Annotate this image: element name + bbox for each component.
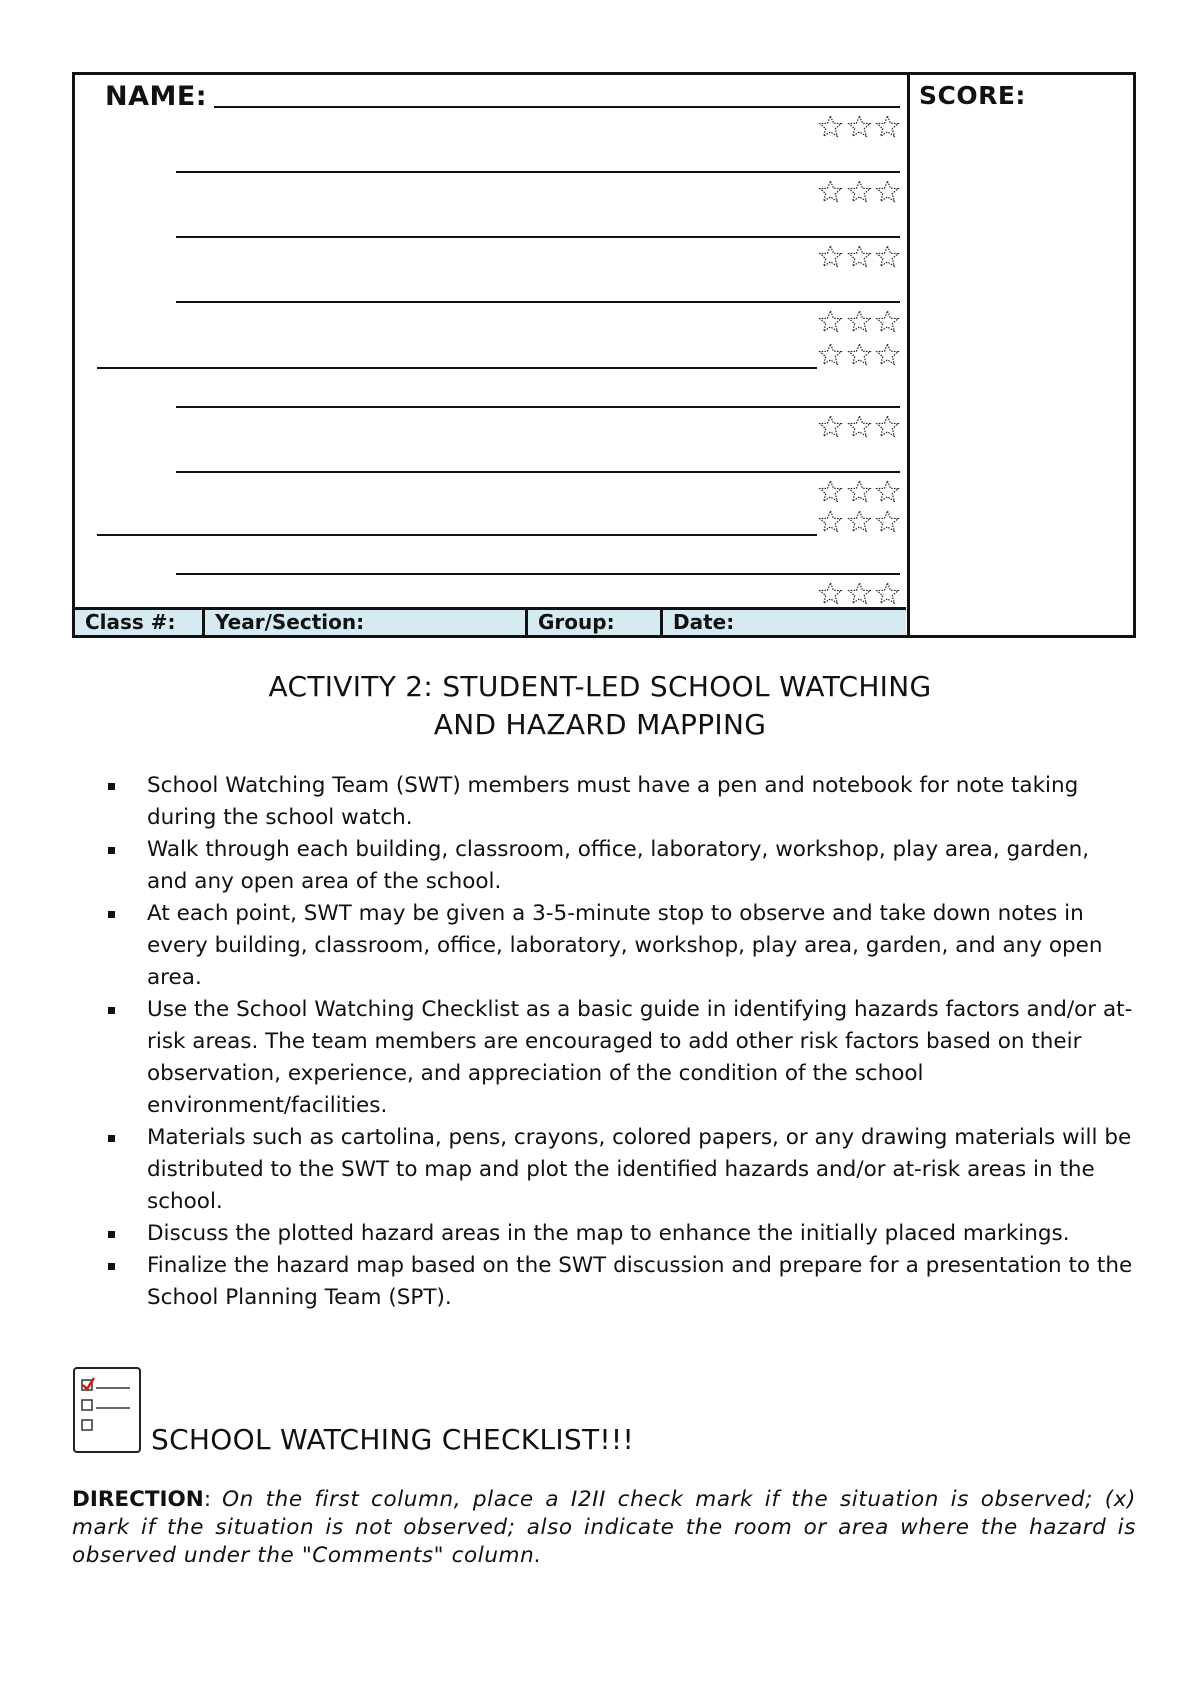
list-item-text: Finalize the hazard map based on the SWT discussion and prepare for a presentation to the School Planning Team (SPT).	[147, 1253, 1133, 1310]
star-outline-icon	[875, 414, 900, 439]
list-item-text: Discuss the plotted hazard areas in the map to enhance the initially placed markings.	[147, 1221, 1070, 1246]
student-info-box	[72, 72, 1136, 638]
direction-label: DIRECTION	[72, 1487, 204, 1512]
class-number-label: Class #:	[85, 610, 176, 634]
star-outline-icon	[818, 114, 843, 139]
name-line-1[interactable]	[214, 106, 900, 108]
star-rating[interactable]	[818, 306, 900, 334]
list-item	[105, 1250, 1135, 1314]
star-outline-icon	[875, 509, 900, 534]
name-line-8[interactable]	[97, 534, 817, 536]
direction-paragraph	[72, 1486, 1136, 1570]
score-column-divider	[907, 75, 910, 635]
star-rating[interactable]	[818, 111, 900, 139]
list-item-text: School Watching Team (SWT) members must have a pen and notebook for note taking during the school watch.	[147, 773, 1079, 830]
star-outline-icon	[875, 114, 900, 139]
list-item	[105, 834, 1135, 898]
star-outline-icon	[847, 179, 872, 204]
star-rating[interactable]	[818, 241, 900, 269]
name-line-3[interactable]	[176, 236, 900, 238]
score-label: SCORE:	[919, 81, 1026, 110]
name-line-7[interactable]	[176, 471, 900, 473]
date-label: Date:	[673, 610, 735, 634]
year-section-label: Year/Section:	[215, 610, 365, 634]
star-rating[interactable]	[818, 506, 900, 534]
star-outline-icon	[847, 581, 872, 606]
list-item-text: Walk through each building, classroom, office, laboratory, workshop, play area, garden, and any open area of the school.	[147, 837, 1090, 894]
star-outline-icon	[818, 581, 843, 606]
year-section-field[interactable]	[205, 610, 528, 635]
star-outline-icon	[847, 509, 872, 534]
bullet-square-icon	[108, 783, 115, 790]
star-outline-icon	[875, 581, 900, 606]
bullet-square-icon	[108, 911, 115, 918]
bullet-square-icon	[108, 1231, 115, 1238]
list-item	[105, 1122, 1135, 1218]
star-outline-icon	[875, 342, 900, 367]
star-rating[interactable]	[818, 339, 900, 367]
star-outline-icon	[818, 414, 843, 439]
star-outline-icon	[847, 414, 872, 439]
checklist-title: SCHOOL WATCHING CHECKLIST!!!	[151, 1423, 634, 1456]
star-outline-icon	[818, 509, 843, 534]
star-rating[interactable]	[818, 176, 900, 204]
name-line-6[interactable]	[176, 406, 900, 408]
star-rating[interactable]	[818, 578, 900, 606]
star-outline-icon	[847, 244, 872, 269]
activity-title-line-2: AND HAZARD MAPPING	[433, 708, 767, 741]
direction-separator: :	[203, 1487, 223, 1512]
bullet-square-icon	[108, 1007, 115, 1014]
bullet-square-icon	[108, 847, 115, 854]
star-rating[interactable]	[818, 476, 900, 504]
star-outline-icon	[847, 114, 872, 139]
list-item-text: Use the School Watching Checklist as a basic guide in identifying hazards factors and/or at-risk areas. The team members are encouraged to add other risk factors based on their observation, experience, and appreciation of the condition of the school environment/facilities.	[147, 997, 1133, 1118]
star-outline-icon	[847, 342, 872, 367]
list-item	[105, 898, 1135, 994]
star-outline-icon	[818, 244, 843, 269]
list-item	[105, 1218, 1135, 1250]
class-number-field[interactable]	[75, 610, 205, 635]
checklist-icon	[72, 1366, 142, 1454]
star-outline-icon	[818, 179, 843, 204]
name-line-5[interactable]	[97, 367, 817, 369]
star-outline-icon	[818, 479, 843, 504]
bullet-square-icon	[108, 1263, 115, 1270]
list-item	[105, 770, 1135, 834]
star-outline-icon	[875, 479, 900, 504]
star-outline-icon	[875, 309, 900, 334]
list-item-text: At each point, SWT may be given a 3-5-minute stop to observe and take down notes in every building, classroom, office, laboratory, workshop, play area, garden, and any open area.	[147, 901, 1103, 990]
star-outline-icon	[818, 309, 843, 334]
name-label: NAME:	[105, 81, 208, 112]
group-field[interactable]	[528, 610, 663, 635]
name-line-2[interactable]	[176, 171, 900, 173]
bullet-square-icon	[108, 1135, 115, 1142]
list-item	[105, 994, 1135, 1122]
date-field[interactable]	[663, 610, 909, 635]
instruction-list	[105, 770, 1135, 1314]
star-outline-icon	[847, 309, 872, 334]
group-label: Group:	[538, 610, 615, 634]
activity-title-line-1: ACTIVITY 2: STUDENT-LED SCHOOL WATCHING	[268, 670, 932, 703]
class-info-row	[75, 607, 906, 635]
name-line-9[interactable]	[176, 573, 900, 575]
star-outline-icon	[847, 479, 872, 504]
list-item-text: Materials such as cartolina, pens, crayons, colored papers, or any drawing materials will be distributed to the SWT to map and plot the identified hazards and/or at-risk areas in the school.	[147, 1125, 1132, 1214]
activity-title	[0, 668, 1200, 744]
star-outline-icon	[875, 244, 900, 269]
star-outline-icon	[875, 179, 900, 204]
direction-text: On the first column, place a I2II check mark if the situation is observed; (x) mark if the situation is not observed; also indicate the room or area where the hazard is observed under the "Comments" column.	[72, 1487, 1136, 1568]
star-rating[interactable]	[818, 411, 900, 439]
name-line-4[interactable]	[176, 301, 900, 303]
star-outline-icon	[818, 342, 843, 367]
